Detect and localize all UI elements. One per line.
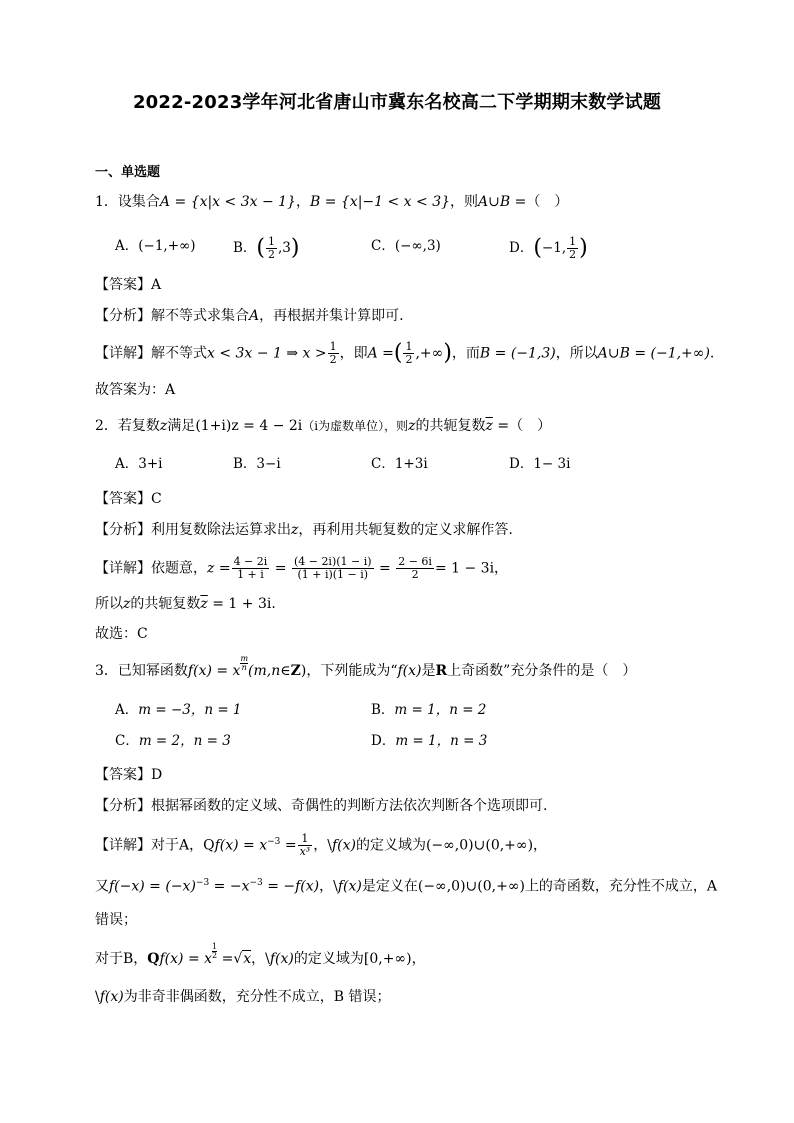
- q2-stem-mid2: 的共轭复数: [415, 418, 486, 434]
- q1-detail-end: .: [709, 345, 715, 362]
- q1-analysis: [95, 306, 404, 326]
- q3-detail-dom-val: (−∞,0)∪(0,+∞): [425, 837, 534, 854]
- q2-frac-3: [396, 556, 434, 581]
- q1-opt-d-fraction: [567, 236, 578, 261]
- q1-opt-d-num: 1: [569, 235, 577, 248]
- q1-analysis-pre: 解不等式求集合: [151, 308, 249, 324]
- q1-answer-value: A: [151, 277, 162, 293]
- q3-line4-exp-num: 1: [212, 942, 218, 951]
- q3-analysis-text: 根据幂函数的定义域、奇偶性的判断方法依次判断各个选项即可.: [151, 798, 548, 814]
- q1-detail-fraction: [328, 341, 339, 366]
- q2-frac-2-den: (1 + i)(1 − i): [297, 568, 369, 581]
- q1-option-c: [371, 236, 441, 256]
- q3-stem-mid3: 上奇函数”充分条件的是（ ）: [447, 663, 637, 679]
- q3-line5-sep: \: [95, 989, 100, 1005]
- q3-line4-eq: =: [217, 951, 234, 967]
- q3-detail-line4: [95, 942, 426, 969]
- q1-detail-den: 2: [329, 353, 337, 366]
- q2-eq-sign-1: =: [270, 560, 291, 577]
- q1-opt-d-den: 2: [569, 248, 577, 261]
- q3-detail-eq: =: [280, 837, 297, 854]
- q3-exp-num: m: [240, 654, 249, 663]
- q3-detail-comma: ，: [533, 837, 548, 854]
- q3-r-set: R: [435, 663, 448, 679]
- q1-expr: A∪B =: [478, 194, 527, 210]
- q1-opt-c-value: (−∞,3): [394, 238, 441, 254]
- q1-analysis-var: A: [249, 308, 260, 324]
- q3-line2-dom: (−∞,0)∪(0,+∞): [417, 878, 525, 895]
- q1-set-a: A = {x|x < 3x − 1}: [159, 194, 296, 210]
- q3-opt-a-label: A．: [115, 702, 139, 718]
- q1-detail-a-fraction: [403, 341, 414, 366]
- q3-domain: (m,n∈: [248, 663, 291, 679]
- q3-line4-f: f(x) = x: [159, 951, 213, 967]
- q1-detail-a-num: 1: [405, 340, 413, 353]
- q3-line2-tail: 上的奇函数，充分性不成立，A: [524, 878, 718, 895]
- q1-detail-tag: 【详解】: [95, 345, 151, 362]
- q2-detail-z: z =: [207, 560, 231, 577]
- q3-line2-sep: ，\: [319, 878, 338, 895]
- q3-z-set: Z: [290, 663, 301, 679]
- q3-answer-value: D: [151, 767, 163, 783]
- q3-line2-text: 是定义在: [361, 878, 418, 895]
- q2-stem-mid: 满足: [167, 418, 196, 434]
- q2-option-d: [509, 454, 570, 474]
- q1-opt-b-tail: ,3: [278, 240, 291, 256]
- q2-detail-end: = 1 − 3i: [434, 560, 495, 577]
- q3-fx: f(x) = x: [187, 663, 241, 679]
- q2-opt-b-label: B．: [233, 456, 257, 472]
- q1-detail-a-den: 2: [405, 353, 413, 366]
- q2-detail-comma: ，: [494, 560, 509, 577]
- q2-frac-1: [232, 556, 270, 581]
- q1-detail-mid3: ，所以: [555, 345, 598, 362]
- q2-detail-pre: 依题意，: [151, 560, 207, 577]
- q1-detail-num: 1: [329, 340, 337, 353]
- q3-line2-mid: = −x: [209, 878, 250, 895]
- q3-detail-pre: 对于A，Q: [151, 837, 215, 854]
- q2-analysis: [95, 520, 513, 540]
- q3-line2-end-expr: = −f(x): [262, 878, 320, 895]
- q2-option-a: [115, 454, 162, 474]
- q2-opt-a-value: 3+i: [138, 456, 163, 472]
- q2-eq-sign-2: =: [374, 560, 396, 577]
- q3-detail-fraction: [298, 833, 313, 858]
- q3-detail-den: x³: [299, 845, 311, 859]
- q2-stem-pre: 2．若复数: [95, 418, 160, 434]
- q2-analysis-pre: 利用复数除法运算求出: [151, 522, 291, 538]
- q3-answer: [95, 765, 162, 785]
- q2-opt-d-value: 1− 3i: [533, 456, 571, 472]
- q1-opt-d-label: D．: [509, 240, 534, 256]
- q3-detail-sep: ，\: [313, 837, 332, 854]
- q3-opt-b-value: m = 1，n = 2: [394, 702, 487, 718]
- q3-line4-dom-val: [0,+∞): [363, 951, 412, 967]
- q2-analysis-tag: 【分析】: [95, 522, 151, 538]
- q3-stem-mid2: 是: [421, 663, 436, 679]
- q1-detail-a-inf: ,+∞: [415, 345, 444, 362]
- q3-line4-sqrt: x: [243, 951, 252, 967]
- q3-line2-fx: f(x): [337, 878, 362, 895]
- question-1-stem: [95, 192, 568, 212]
- q1-detail: [95, 341, 714, 366]
- q1-set-b: B = {x|−1 < x < 3}: [309, 194, 451, 210]
- q1-detail-lparen: (: [393, 340, 403, 366]
- q2-answer-tag: 【答案】: [95, 491, 151, 507]
- q3-option-d: [371, 731, 487, 751]
- q1-detail-mid2: ，而: [451, 345, 480, 362]
- q1-sep: ，: [295, 194, 310, 210]
- q1-detail-ineq: x < 3x − 1 ⇒ x >: [207, 345, 327, 362]
- q1-detail-rparen: ): [443, 340, 452, 366]
- q3-line4-sep: ，\: [251, 951, 270, 967]
- q2-line2-mid: 的共轭复数: [130, 596, 201, 612]
- q3-detail: [95, 832, 547, 858]
- section-heading: 一、单选题: [95, 165, 161, 180]
- q2-answer: [95, 489, 162, 509]
- q3-option-b: [371, 700, 486, 720]
- q3-opt-a-value: m = −3，n = 1: [138, 702, 242, 718]
- q2-line2-eq: = 1 + 3i: [207, 596, 272, 612]
- q3-detail-exp: −3: [267, 837, 281, 847]
- q1-analysis-post: ，再根据并集计算即可.: [259, 308, 404, 324]
- q1-opt-b-den: 2: [268, 248, 276, 261]
- q3-line4-sqrt-sign: √: [233, 951, 243, 967]
- q2-answer-value: C: [151, 491, 162, 507]
- q1-answer-tag: 【答案】: [95, 277, 151, 293]
- q1-opt-a-label: A．: [115, 238, 139, 254]
- q1-opt-b-lparen: (: [256, 235, 266, 261]
- q1-opt-b-label: B．: [233, 240, 257, 256]
- q2-line2-end: .: [271, 596, 276, 612]
- q1-opt-d-rparen: ): [579, 235, 588, 261]
- q2-opt-a-label: A．: [115, 456, 139, 472]
- q2-line2-zbar: $\overline{z}$: [200, 596, 208, 612]
- q3-detail-f: f(x) = x: [214, 837, 268, 854]
- q1-opt-d-lparen: (: [533, 235, 542, 261]
- q2-blank: （ ）: [509, 418, 552, 434]
- q3-stem-mid: ，下列能成为“: [306, 663, 398, 679]
- q2-opt-c-label: C．: [371, 456, 395, 472]
- q3-line4-q: Q: [147, 951, 160, 967]
- q2-frac-3-den: 2: [411, 568, 419, 581]
- q3-opt-d-value: m = 1，n = 3: [395, 733, 488, 749]
- q3-detail-line5: [95, 987, 390, 1007]
- q2-frac-3-num: 2 − 6i: [398, 555, 432, 568]
- q1-detail-union: A∪B = (−1,+∞): [597, 345, 710, 362]
- q3-opt-d-label: D．: [371, 733, 396, 749]
- q3-line4-fx: f(x): [269, 951, 294, 967]
- q3-exponent: [240, 655, 248, 672]
- q2-frac-2-num: (4 − 2i)(1 − i): [293, 555, 372, 568]
- q2-line2-pre: 所以: [95, 596, 123, 612]
- q3-detail-fx: f(x): [331, 837, 356, 854]
- q2-analysis-post: ，再利用共轭复数的定义求解作答.: [298, 522, 513, 538]
- q1-option-b: [233, 236, 300, 261]
- q2-detail-line2: [95, 594, 276, 614]
- q1-option-d: [509, 236, 588, 261]
- q1-stem-pre: 1．设集合: [95, 194, 160, 210]
- q1-detail-b: B = (−1,3): [479, 345, 556, 362]
- q3-f2: f(x): [397, 663, 422, 679]
- q2-detail-tag: 【详解】: [95, 560, 151, 577]
- q1-detail-mid: ，即: [339, 345, 368, 362]
- q1-opt-c-label: C．: [371, 238, 395, 254]
- q3-line4-exp-den: 2: [212, 951, 218, 960]
- q3-line4-dom: 的定义域为: [293, 951, 364, 967]
- q3-domain-end: ): [300, 663, 307, 679]
- q2-analysis-var: z: [291, 522, 299, 538]
- q1-opt-a-value: (−1,+∞): [138, 238, 196, 254]
- q1-detail-pre: 解不等式: [151, 345, 207, 362]
- q3-answer-tag: 【答案】: [95, 767, 151, 783]
- q3-line5-text: 为非奇非偶函数，充分性不成立，B 错误；: [123, 989, 391, 1005]
- q3-option-a: [115, 700, 242, 720]
- q3-detail-dom: 的定义域为: [355, 837, 426, 854]
- q1-conclusion: 故答案为：A: [95, 382, 176, 398]
- q1-opt-b-fraction: [266, 236, 277, 261]
- q3-option-c: [115, 731, 231, 751]
- q2-opt-b-value: 3−i: [256, 456, 281, 472]
- q2-line2-z: z: [123, 596, 131, 612]
- q3-detail-line3: 错误；: [95, 912, 137, 928]
- q2-note: （i为虚数单位），则: [302, 419, 409, 433]
- q2-zbar: $\overline{z}$: [485, 418, 493, 434]
- q3-detail-line2: [95, 873, 717, 897]
- q3-opt-c-label: C．: [115, 733, 139, 749]
- q3-line2-e2: −3: [249, 878, 263, 888]
- q2-conclusion: 故选：C: [95, 626, 148, 642]
- q1-opt-d-head: −1,: [541, 240, 567, 256]
- q2-z2: z: [408, 418, 416, 434]
- q1-analysis-tag: 【分析】: [95, 308, 151, 324]
- q3-stem-pre: 3．已知幂函数: [95, 663, 188, 679]
- q2-frac-1-num: 4 − 2i: [233, 555, 268, 568]
- q3-line2-e1: −3: [195, 878, 210, 888]
- q3-line4-exponent: [212, 943, 217, 960]
- question-3-stem: [95, 654, 637, 681]
- q3-opt-b-label: B．: [371, 702, 395, 718]
- q3-detail-num: 1: [298, 833, 313, 846]
- q3-detail-tag: 【详解】: [95, 837, 151, 854]
- q3-exp-den: n: [241, 663, 247, 672]
- q1-stem-post: ，则: [450, 194, 479, 210]
- page-title: 2022-2023学年河北省唐山市冀东名校高二下学期期末数学试题: [132, 92, 662, 113]
- q3-analysis: [95, 796, 547, 816]
- q1-opt-b-rparen: ): [290, 235, 300, 261]
- q2-option-b: [233, 454, 281, 474]
- q1-answer: [95, 275, 161, 295]
- q1-blank: （ ）: [526, 194, 569, 210]
- q2-opt-d-label: D．: [509, 456, 534, 472]
- q2-eq2: =: [492, 418, 510, 434]
- q1-detail-a: A =: [367, 345, 394, 362]
- q3-line4-pre: 对于B，: [95, 951, 148, 967]
- q3-analysis-tag: 【分析】: [95, 798, 151, 814]
- q3-line2-pre: 又: [95, 878, 109, 895]
- q1-opt-b-num: 1: [268, 235, 276, 248]
- q3-line5-fx: f(x): [99, 989, 124, 1005]
- q2-option-c: [371, 454, 428, 474]
- q3-opt-c-value: m = 2，n = 3: [138, 733, 231, 749]
- q1-option-a: [115, 236, 196, 256]
- q2-frac-1-den: 1 + i: [237, 568, 264, 581]
- q2-z: z: [159, 418, 168, 434]
- q2-frac-2: [292, 556, 374, 581]
- q2-eq: (1+i)z = 4 − 2i: [195, 418, 303, 434]
- q3-line2-expr: f(−x) = (−x): [109, 878, 196, 895]
- question-2-stem: [95, 416, 551, 436]
- q2-detail: [95, 556, 508, 581]
- q2-opt-c-value: 1+3i: [394, 456, 428, 472]
- q3-line4-comma: ，: [411, 951, 426, 967]
